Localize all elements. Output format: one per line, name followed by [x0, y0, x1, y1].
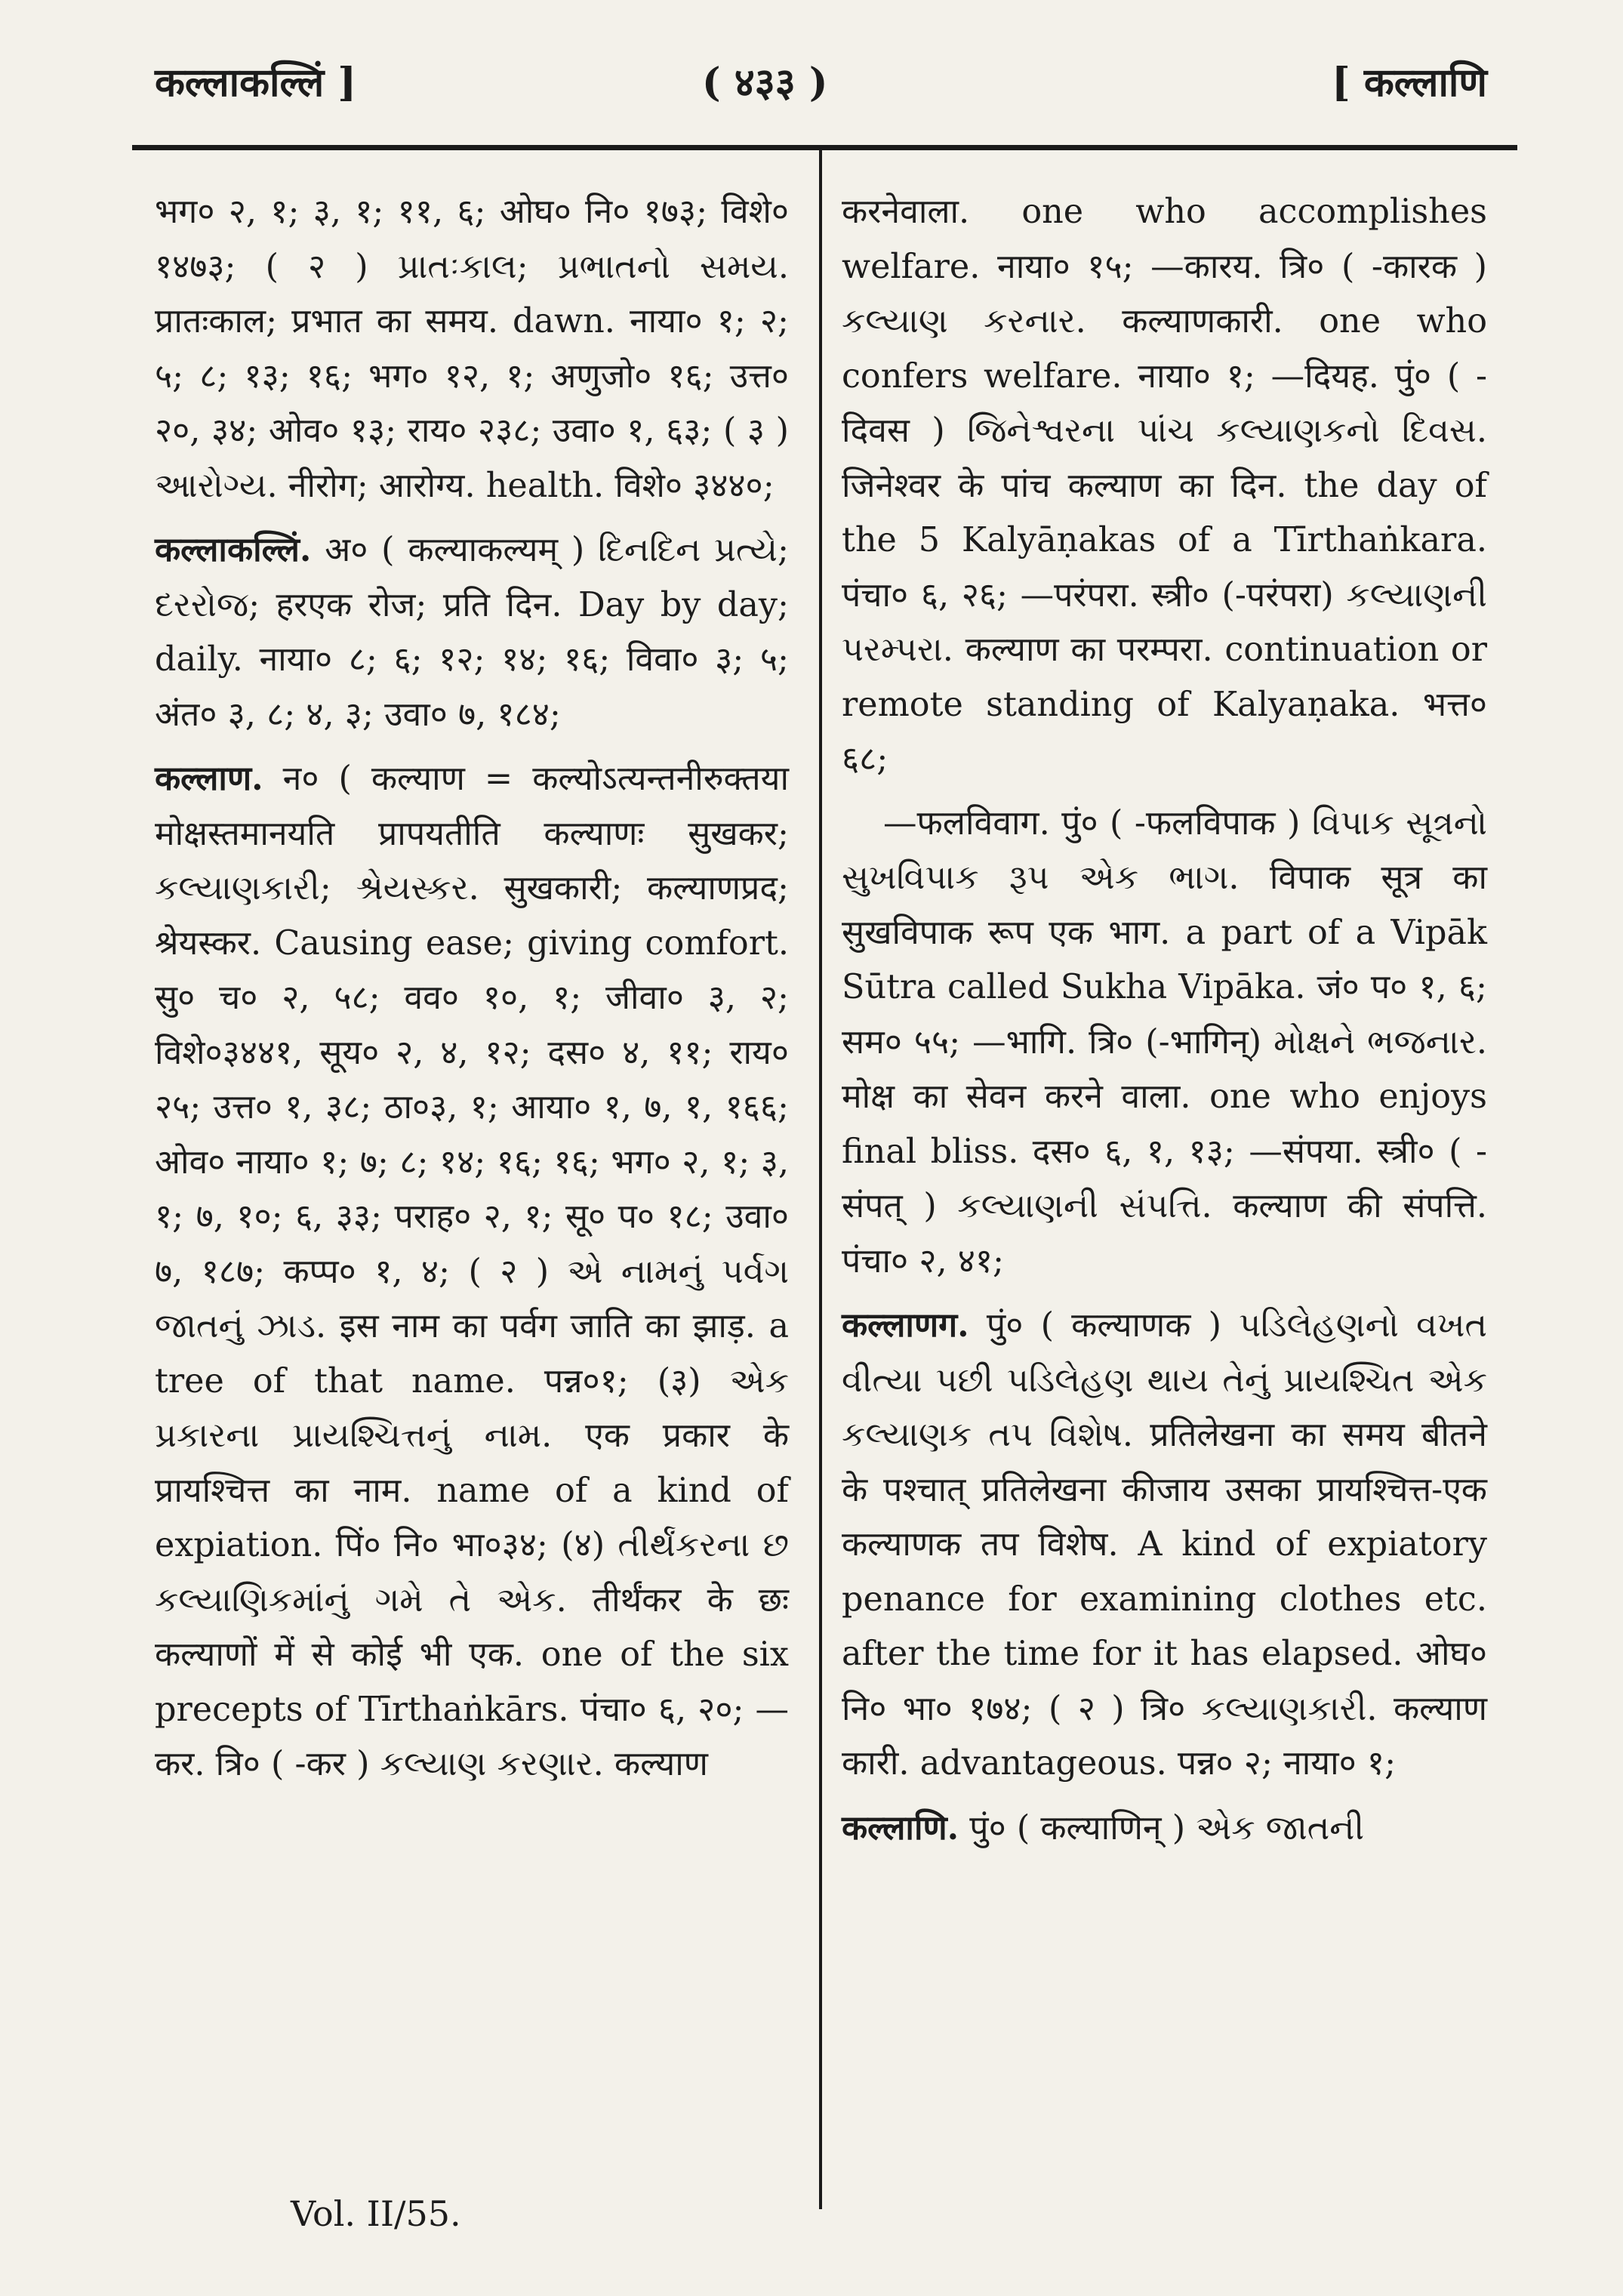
- volume-footer: Vol. II/55.: [291, 2193, 461, 2234]
- entry-kallani: [842, 1801, 1487, 1857]
- headword: कल्लाणग.: [842, 1305, 969, 1345]
- headword: कल्लाणि.: [842, 1808, 959, 1848]
- entry-kallanaga: [842, 1298, 1487, 1792]
- entry-text: पुं० ( कल्याणिन् ) એક જાતની: [969, 1808, 1365, 1848]
- headword: कल्लाकल्लिं.: [155, 530, 312, 569]
- left-column: [155, 185, 789, 1801]
- running-head-right: [ कल्लाणि: [1332, 60, 1487, 106]
- running-head-left: कल्लाकल्लिं ]: [155, 60, 356, 106]
- entry-sub-phalavivaga: [842, 797, 1487, 1290]
- page-header: [0, 45, 1623, 113]
- entry-continuation: [155, 185, 789, 513]
- right-column: [842, 185, 1487, 1865]
- entry-kallakallim: [155, 522, 789, 742]
- entry-text: अ० ( कल्याकल्यम् ) દિનદિન પ્રત્યે; દરરોજ; हरएक रोज; प्रति दिन. Day by day; daily. नाया० ८; ६; १२; १४; १६; विवा० ३; ५; अंत० ३, ८; ४, ३; उवा० ७, १८४;: [155, 531, 789, 734]
- entry-text: करनेवाला. one who accomplishes welfare. नाया० १५; —कारय. त्रि० ( -कारक ) કલ્યાણ કરનાર. कल्याणकारी. one who confers welfare. नाया० १; —दियह. पुं० ( -दिवस ) જિનેશ્વરના પાંચ કલ્યાણકનો દિવસ. जिनेश्वर के पांच कल्याण का दिन. the day of the 5 Kalyāṇakas of a Tīrthaṅkara. पंचा० ६, २६; —परंपरा. स्त्री० (-परंपरा) કલ્યાણની પરમ્પરા. कल्याण का परम्परा. continuation or remote standing of Kalyaṇaka. भत्त० ६८;: [842, 193, 1487, 778]
- entry-text: न० ( कल्याण = कल्योऽत्यन्तनीरुक्तया मोक्षस्तमानयति प्रापयतीति कल्याणः सुखकर; કલ્યાણકારી; શ્રેયસ્કર. सुखकारी; कल्याणप्रद; श्रेयस्कर. Causing ease; giving comfort. सु० च० २, ५८; वव० १०, १; जीवा० ३, २; विशे०३४४१, सूय० २, ४, १२; दस० ४, ११; राय० २५; उत्त० १, ३८; ठा०३, १; आया० १, ७, १, १६६; ओव० नाया० १; ७; ८; १४; १६; १६; भग० २, १; ३, १; ७, १०; ६, ३३; पराह० २, १; सू० प० १८; उवा० ७, १८७; कप्प० १, ४; ( २ ) એ નામનું પર્વગ જાતનું ઝાડ. इस नाम का पर्वग जाति का झाड़. a tree of that name. पन्न०१; (३) એક પ્રકારના પ્રાયશ્ચિત્તનું નામ. एक प्रकार के प्रायश्चित्त का नाम. name of a kind of expiation. पिं० नि० भा०३४; (४) તીર્થંકરના છ કલ્યાણિકમાંનું ગમે તે એક. तीर्थंकर के छः कल्याणों में से कोई भी एक. one of the six precepts of Tīrthaṅkārs. पंचा० ६, २०; —कर. त्रि० ( -कर ) કલ્યાણ કરણાર. कल्याण: [155, 760, 789, 1783]
- entry-continuation: [842, 185, 1487, 787]
- entry-kallana: [155, 751, 789, 1792]
- header-rule: [132, 145, 1517, 150]
- column-divider: [819, 148, 822, 2209]
- entry-text: —फलविवाग. पुं० ( -फलविपाक ) વિપાક સૂત્રનો સુખવિપાક રૂપ એક ભાગ. विपाक सूत्र का सुखविपाक रूप एक भाग. a part of a Vipāk Sūtra called Sukha Vipāka. जं० प० १, ६; सम० ५५; —भागि. त्रि० (-भागिन्) મોક્ષને ભજનાર. मोक्ष का सेवन करने वाला. one who enjoys final bliss. दस० ६, १, १३; —संपया. स्त्री० ( -संपत् ) કલ્યાણની સંપત્તિ. कल्याण की संपत्ति. पंचा० २, ४१;: [842, 803, 1487, 1281]
- entry-text: भग० २, १; ३, १; ११, ६; ओघ० नि० १७३; विशे० १४७३; ( २ ) પ્રાતઃકાલ; પ્રભાતનો સમય. प्रातःकाल; प्रभात का समय. dawn. नाया० १; २; ५; ८; १३; १६; भग० १२, १; अणुजो० १६; उत्त० २०, ३४; ओव० १३; राय० २३८; उवा० १, ६३; ( ३ ) આરોગ્ય. नीरोग; आरोग्य. health. विशे० ३४४०;: [155, 193, 789, 505]
- page-number: ( ४३३ ): [702, 60, 828, 106]
- headword: कल्लाण.: [155, 759, 263, 798]
- entry-text: पुं० ( कल्याणक ) પડિલેહણનો વખત વીત્યા પછી પડિલેહણ થાય તેનું પ્રાયશ્ચિત એક કલ્યાણક તપ વિશેષ. प्रतिलेखना का समय बीतने के पश्चात् प्रतिलेखना कीजाय उसका प्रायश्चित्त-एक कल्याणक तप विशेष. A kind of expiatory penance for examining clothes etc. after the time for it has elapsed. ओघ० नि० भा० १७४; ( २ ) त्रि० કલ્યાણકારી. कल्याण कारी. advantageous. पन्न० २; नाया० १;: [842, 1306, 1487, 1783]
